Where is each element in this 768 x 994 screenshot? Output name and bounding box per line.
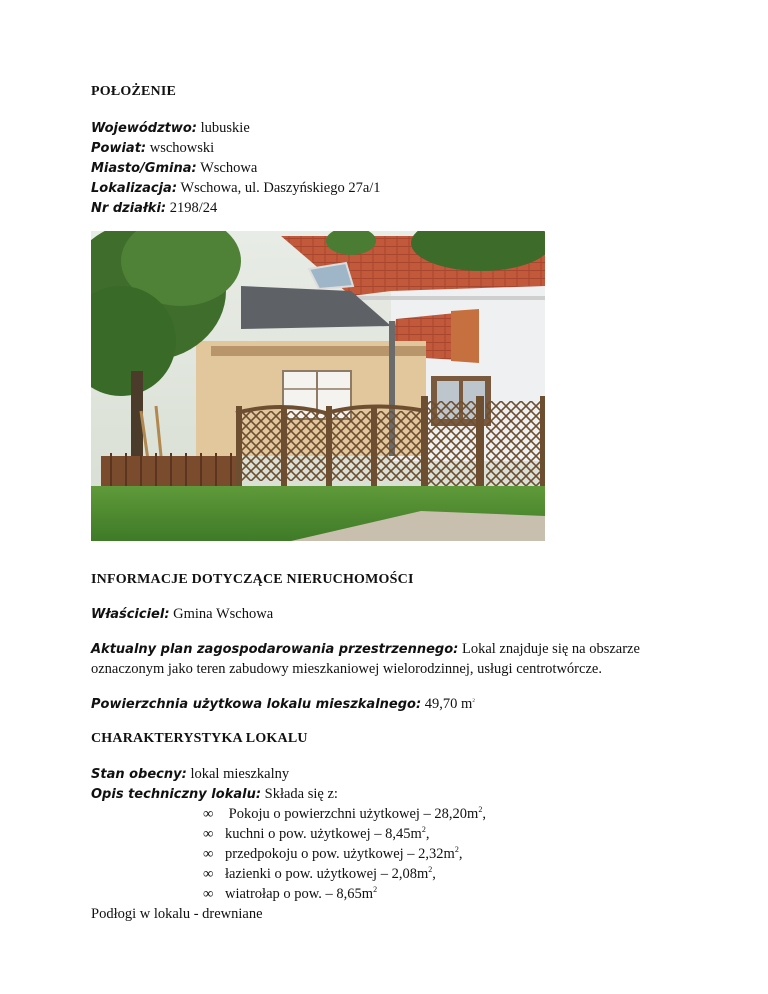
field-zoning-plan-continued: oznaczonym jako teren zabudowy mieszkaniowej wielorodzinnej, usługi centrotwórcze. [91, 661, 602, 677]
field-current-state [91, 764, 289, 785]
list-item [203, 844, 462, 864]
superscript: 2 [454, 845, 459, 854]
field-value: Wschowa [200, 160, 258, 176]
field-value: wschowski [149, 140, 215, 156]
list-item-text: łazienki o pow. użytkowej – 2,08m [225, 866, 429, 882]
field-value: 49,70 m [424, 696, 473, 712]
list-item-suffix: , [425, 826, 430, 842]
field-plot-number [91, 198, 217, 219]
bullet-marker: ∞ [203, 826, 214, 842]
bullet-marker: ∞ [203, 846, 214, 862]
bullet-marker: ∞ [203, 806, 214, 822]
list-item-suffix: , [458, 846, 463, 862]
field-label: Lokalizacja: [91, 181, 178, 196]
field-label: Powierzchnia użytkowa lokalu mieszkalnego: [91, 697, 422, 712]
list-item [203, 864, 436, 884]
field-label: Stan obecny: [91, 767, 187, 782]
superscript: 2 [478, 805, 483, 814]
field-label: Nr działki: [91, 201, 167, 216]
list-item-text: wiatrołap o pow. – 8,65m [225, 886, 374, 902]
superscript: 2 [472, 699, 475, 704]
field-owner [91, 604, 273, 625]
field-label: Właściciel: [91, 607, 170, 622]
field-county [91, 138, 214, 159]
list-item [203, 804, 486, 824]
field-technical-description [91, 784, 338, 805]
field-label: Aktualny plan zagospodarowania przestrzennego: [91, 642, 459, 657]
field-label: Powiat: [91, 141, 147, 156]
field-label: Województwo: [91, 121, 197, 136]
field-value: Lokal znajduje się na obszarze [461, 641, 640, 657]
field-value: 2198/24 [169, 200, 218, 216]
list-item-text: przedpokoju o pow. użytkowej – 2,32m [225, 846, 455, 862]
field-value: Gmina Wschowa [173, 606, 274, 622]
list-item [203, 884, 377, 904]
field-label: Miasto/Gmina: [91, 161, 197, 176]
field-city [91, 158, 257, 179]
field-value: Wschowa, ul. Daszyńskiego 27a/1 [180, 180, 381, 196]
list-item-suffix: , [482, 806, 486, 822]
bullet-marker: ∞ [203, 866, 214, 882]
superscript: 2 [428, 865, 433, 874]
superscript: 2 [421, 825, 426, 834]
bullet-marker: ∞ [203, 886, 214, 902]
field-value: lubuskie [200, 120, 250, 136]
field-value: lokal mieszkalny [190, 766, 290, 782]
section-heading-info: INFORMACJE DOTYCZĄCE NIERUCHOMOŚCI [91, 572, 414, 587]
field-voivodeship [91, 118, 250, 139]
list-item [203, 824, 429, 844]
list-item-text: Pokoju o powierzchni użytkowej – 28,20m [225, 806, 479, 822]
field-usable-area [91, 694, 475, 715]
field-label: Opis techniczny lokalu: [91, 787, 262, 802]
section-heading-location: POŁOŻENIE [91, 84, 177, 99]
superscript: 2 [373, 885, 378, 894]
property-photo [91, 231, 545, 541]
floors-note: Podłogi w lokalu - drewniane [91, 906, 263, 922]
field-value: Składa się z: [264, 786, 338, 802]
section-heading-characteristics: CHARAKTERYSTYKA LOKALU [91, 731, 308, 746]
list-item-text: kuchni o pow. użytkowej – 8,45m [225, 826, 422, 842]
field-zoning-plan [91, 639, 640, 660]
list-item-suffix: , [432, 866, 436, 882]
field-location [91, 178, 381, 199]
